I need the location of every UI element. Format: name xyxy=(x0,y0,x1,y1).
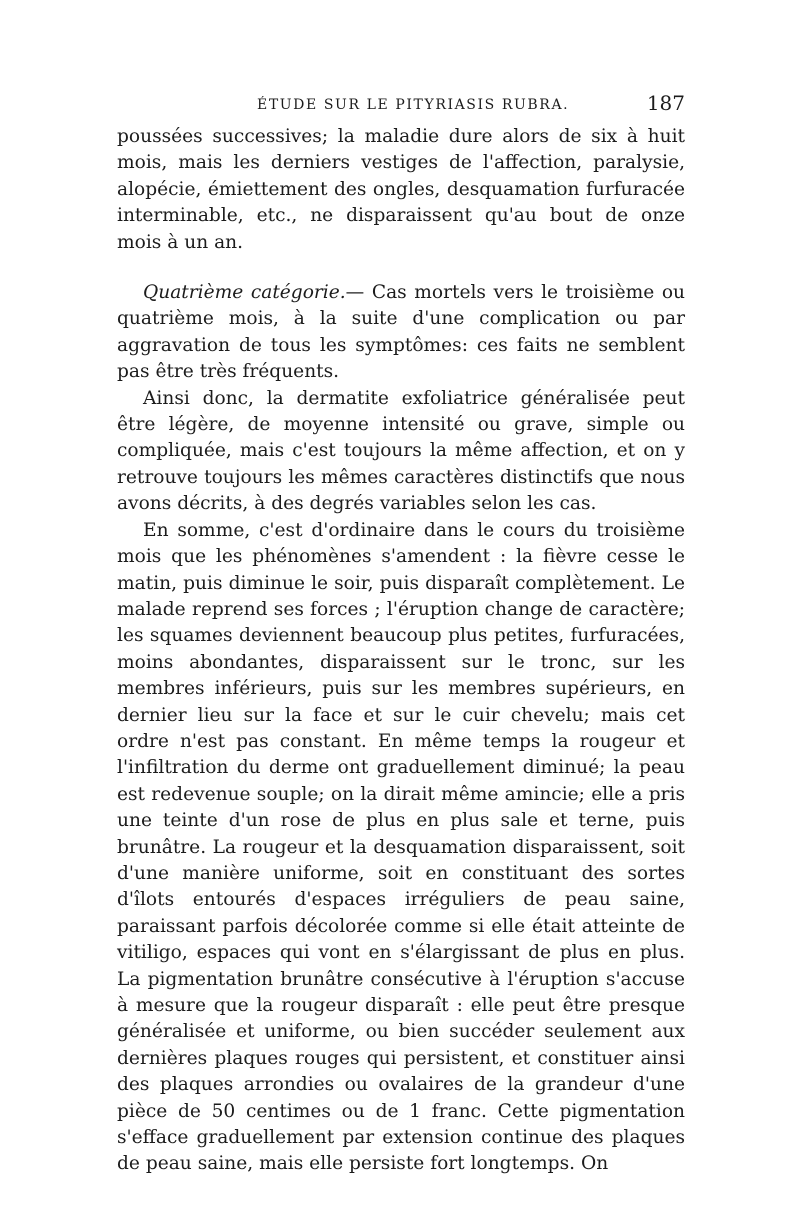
page-header xyxy=(117,91,685,116)
section-label: Quatrième catégorie. xyxy=(143,282,346,304)
page-number: 187 xyxy=(646,91,685,115)
paragraph-en-somme: En somme, c'est d'ordinaire dans le cours du troisième mois que les phénomènes s'amendent : la fièvre cesse le matin, puis diminue le soir, puis disparaît complètement. Le malade reprend ses forces ; l'éruption change de caractère; les squames deviennent beaucoup plus petites, furfuracées, moins abondantes, disparaissent sur le tronc, sur les membres inférieurs, puis sur les membres supérieurs, en dernier lieu sur la face et sur le cuir chevelu; mais cet ordre n'est pas constant. En même temps la rougeur et l'infiltration du derme ont graduellement diminué; la peau est redevenue souple; on la dirait même amincie; elle a pris une teinte d'un rose de plus en plus sale et terne, puis brunâtre. La rougeur et la desquamation disparaissent, soit d'une manière uniforme, soit en constituant des sortes d'îlots entourés d'espaces irréguliers de peau saine, paraissant parfois décolorée comme si elle était atteinte de vitiligo, espaces qui vont en s'élargissant de plus en plus. La pigmentation brunâtre consécutive à l'éruption s'accuse à mesure que la rougeur disparaît : elle peut être presque généralisée et uniforme, ou bien succéder seulement aux dernières plaques rouges qui persistent, et constituer ainsi des plaques arrondies ou ovalaires de la grandeur d'une pièce de 50 centimes ou de 1 franc. Cette pigmentation s'efface graduellement par extension continue des plaques de peau saine, mais elle persiste fort longtemps. On xyxy=(117,519,685,1175)
paragraph-text: — Cas mortels vers le troisième ou quatrième mois, à la suite d'une complication ou par aggravation de tous les symptômes: ces faits ne semblent pas être très fréquents. xyxy=(117,282,686,383)
running-title: ÉTUDE SUR LE PITYRIASIS RUBRA. xyxy=(257,97,570,113)
paragraph-quatrieme-categorie xyxy=(117,280,685,386)
paragraph-ainsi-donc: Ainsi donc, la dermatite exfoliatrice généralisée peut être légère, de moyenne intensité ou grave, simple ou compliquée, mais c'est toujours la même affection, et on y retrouve toujours les mêmes caractères distinctifs que nous avons décrits, à des degrés variables selon les cas. xyxy=(117,387,685,515)
paragraph-continued: poussées successives; la maladie dure alors de six à huit mois, mais les derniers vestiges de l'affection, paralysie, alopécie, émiettement des ongles, desquamation furfuracée interminable, etc., ne disparaissent qu'au bout de onze mois à un an. xyxy=(117,126,685,253)
body-text xyxy=(117,124,685,1178)
